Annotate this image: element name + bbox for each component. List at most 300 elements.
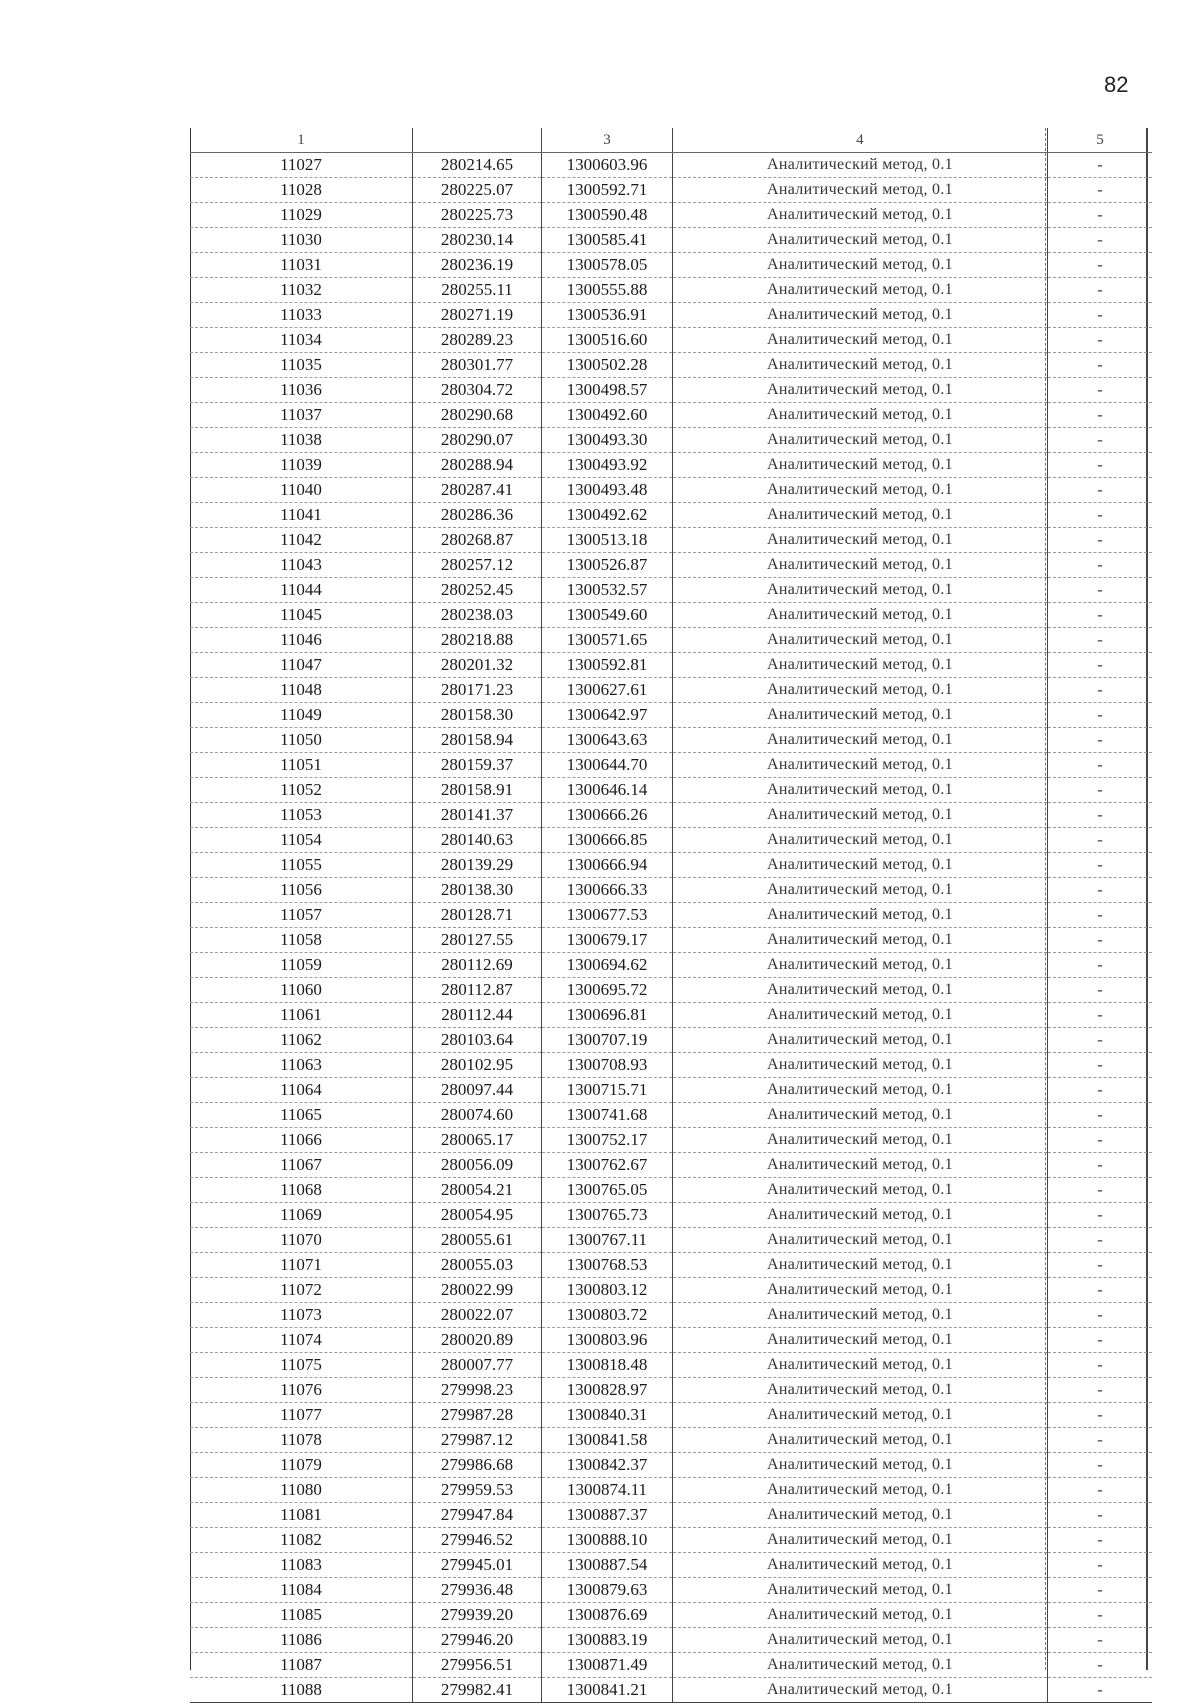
- x-coordinate-cell: 280112.69: [413, 953, 542, 978]
- note-cell: -: [1048, 1078, 1153, 1103]
- table-row: [190, 453, 1152, 478]
- x-coordinate-cell: 280056.09: [413, 1153, 542, 1178]
- note-cell: -: [1048, 203, 1153, 228]
- point-number-cell: 11083: [190, 1553, 413, 1578]
- table-row: [190, 728, 1152, 753]
- y-coordinate-cell: 1300871.49: [542, 1653, 673, 1678]
- point-number-cell: 11052: [190, 778, 413, 803]
- x-coordinate-cell: 280158.94: [413, 728, 542, 753]
- method-accuracy-cell: Аналитический метод, 0.1: [673, 178, 1048, 203]
- x-coordinate-cell: 280287.41: [413, 478, 542, 503]
- x-coordinate-cell: 279986.68: [413, 1453, 542, 1478]
- x-coordinate-cell: 280054.21: [413, 1178, 542, 1203]
- note-cell: -: [1048, 1603, 1153, 1628]
- method-accuracy-cell: Аналитический метод, 0.1: [673, 553, 1048, 578]
- note-cell: -: [1048, 1578, 1153, 1603]
- note-cell: -: [1048, 1128, 1153, 1153]
- note-cell: -: [1048, 1428, 1153, 1453]
- x-coordinate-cell: 280268.87: [413, 528, 542, 553]
- x-coordinate-cell: 280236.19: [413, 253, 542, 278]
- table-row: [190, 928, 1152, 953]
- method-accuracy-cell: Аналитический метод, 0.1: [673, 303, 1048, 328]
- y-coordinate-cell: 1300695.72: [542, 978, 673, 1003]
- y-coordinate-cell: 1300516.60: [542, 328, 673, 353]
- point-number-cell: 11087: [190, 1653, 413, 1678]
- table-row: [190, 1328, 1152, 1353]
- note-cell: -: [1048, 1478, 1153, 1503]
- table-row: [190, 1403, 1152, 1428]
- point-number-cell: 11045: [190, 603, 413, 628]
- method-accuracy-cell: Аналитический метод, 0.1: [673, 253, 1048, 278]
- y-coordinate-cell: 1300803.12: [542, 1278, 673, 1303]
- note-cell: -: [1048, 728, 1153, 753]
- x-coordinate-cell: 280214.65: [413, 153, 542, 178]
- method-accuracy-cell: Аналитический метод, 0.1: [673, 453, 1048, 478]
- table-row: [190, 1428, 1152, 1453]
- header-col-2: [413, 128, 542, 153]
- x-coordinate-cell: 280020.89: [413, 1328, 542, 1353]
- method-accuracy-cell: Аналитический метод, 0.1: [673, 1003, 1048, 1028]
- x-coordinate-cell: 279998.23: [413, 1378, 542, 1403]
- method-accuracy-cell: Аналитический метод, 0.1: [673, 1353, 1048, 1378]
- method-accuracy-cell: Аналитический метод, 0.1: [673, 1103, 1048, 1128]
- point-number-cell: 11086: [190, 1628, 413, 1653]
- point-number-cell: 11081: [190, 1503, 413, 1528]
- table-row: [190, 328, 1152, 353]
- point-number-cell: 11054: [190, 828, 413, 853]
- x-coordinate-cell: 280288.94: [413, 453, 542, 478]
- x-coordinate-cell: 280230.14: [413, 228, 542, 253]
- y-coordinate-cell: 1300532.57: [542, 578, 673, 603]
- y-coordinate-cell: 1300879.63: [542, 1578, 673, 1603]
- x-coordinate-cell: 280055.61: [413, 1228, 542, 1253]
- point-number-cell: 11065: [190, 1103, 413, 1128]
- table-row: [190, 628, 1152, 653]
- table-row: [190, 203, 1152, 228]
- note-cell: -: [1048, 153, 1153, 178]
- y-coordinate-cell: 1300765.05: [542, 1178, 673, 1203]
- method-accuracy-cell: Аналитический метод, 0.1: [673, 153, 1048, 178]
- table-row: [190, 653, 1152, 678]
- table-row: [190, 778, 1152, 803]
- note-cell: -: [1048, 328, 1153, 353]
- y-coordinate-cell: 1300642.97: [542, 703, 673, 728]
- table-row: [190, 1478, 1152, 1503]
- table-row: [190, 1603, 1152, 1628]
- x-coordinate-cell: 280286.36: [413, 503, 542, 528]
- method-accuracy-cell: Аналитический метод, 0.1: [673, 1128, 1048, 1153]
- point-number-cell: 11082: [190, 1528, 413, 1553]
- y-coordinate-cell: 1300840.31: [542, 1403, 673, 1428]
- x-coordinate-cell: 280141.37: [413, 803, 542, 828]
- y-coordinate-cell: 1300767.11: [542, 1228, 673, 1253]
- method-accuracy-cell: Аналитический метод, 0.1: [673, 1553, 1048, 1578]
- y-coordinate-cell: 1300765.73: [542, 1203, 673, 1228]
- note-cell: -: [1048, 1453, 1153, 1478]
- note-cell: -: [1048, 453, 1153, 478]
- x-coordinate-cell: 280158.30: [413, 703, 542, 728]
- method-accuracy-cell: Аналитический метод, 0.1: [673, 328, 1048, 353]
- table-row: [190, 1353, 1152, 1378]
- table-row: [190, 1303, 1152, 1328]
- y-coordinate-cell: 1300741.68: [542, 1103, 673, 1128]
- note-cell: -: [1048, 1178, 1153, 1203]
- table-row: [190, 828, 1152, 853]
- x-coordinate-cell: 280102.95: [413, 1053, 542, 1078]
- header-col-5: 5: [1048, 128, 1153, 153]
- method-accuracy-cell: Аналитический метод, 0.1: [673, 1153, 1048, 1178]
- note-cell: -: [1048, 603, 1153, 628]
- x-coordinate-cell: 280159.37: [413, 753, 542, 778]
- point-number-cell: 11076: [190, 1378, 413, 1403]
- method-accuracy-cell: Аналитический метод, 0.1: [673, 1078, 1048, 1103]
- method-accuracy-cell: Аналитический метод, 0.1: [673, 953, 1048, 978]
- y-coordinate-cell: 1300592.81: [542, 653, 673, 678]
- y-coordinate-cell: 1300887.54: [542, 1553, 673, 1578]
- method-accuracy-cell: Аналитический метод, 0.1: [673, 1328, 1048, 1353]
- point-number-cell: 11069: [190, 1203, 413, 1228]
- point-number-cell: 11088: [190, 1678, 413, 1703]
- x-coordinate-cell: 279959.53: [413, 1478, 542, 1503]
- x-coordinate-cell: 280022.07: [413, 1303, 542, 1328]
- x-coordinate-cell: 280257.12: [413, 553, 542, 578]
- method-accuracy-cell: Аналитический метод, 0.1: [673, 1428, 1048, 1453]
- y-coordinate-cell: 1300666.26: [542, 803, 673, 828]
- y-coordinate-cell: 1300492.60: [542, 403, 673, 428]
- point-number-cell: 11067: [190, 1153, 413, 1178]
- note-cell: -: [1048, 253, 1153, 278]
- y-coordinate-cell: 1300549.60: [542, 603, 673, 628]
- method-accuracy-cell: Аналитический метод, 0.1: [673, 1453, 1048, 1478]
- table-row: [190, 1653, 1152, 1678]
- y-coordinate-cell: 1300694.62: [542, 953, 673, 978]
- y-coordinate-cell: 1300555.88: [542, 278, 673, 303]
- x-coordinate-cell: 280225.73: [413, 203, 542, 228]
- method-accuracy-cell: Аналитический метод, 0.1: [673, 728, 1048, 753]
- x-coordinate-cell: 280201.32: [413, 653, 542, 678]
- y-coordinate-cell: 1300679.17: [542, 928, 673, 953]
- coordinates-table: [190, 128, 1152, 1703]
- point-number-cell: 11034: [190, 328, 413, 353]
- note-cell: -: [1048, 878, 1153, 903]
- y-coordinate-cell: 1300585.41: [542, 228, 673, 253]
- x-coordinate-cell: 279939.20: [413, 1603, 542, 1628]
- method-accuracy-cell: Аналитический метод, 0.1: [673, 603, 1048, 628]
- header-col-1: 1: [190, 128, 413, 153]
- point-number-cell: 11071: [190, 1253, 413, 1278]
- point-number-cell: 11063: [190, 1053, 413, 1078]
- table-row: [190, 1003, 1152, 1028]
- method-accuracy-cell: Аналитический метод, 0.1: [673, 428, 1048, 453]
- note-cell: -: [1048, 1303, 1153, 1328]
- point-number-cell: 11074: [190, 1328, 413, 1353]
- note-cell: -: [1048, 853, 1153, 878]
- x-coordinate-cell: 279945.01: [413, 1553, 542, 1578]
- point-number-cell: 11033: [190, 303, 413, 328]
- note-cell: -: [1048, 178, 1153, 203]
- x-coordinate-cell: 279987.12: [413, 1428, 542, 1453]
- method-accuracy-cell: Аналитический метод, 0.1: [673, 278, 1048, 303]
- note-cell: -: [1048, 1278, 1153, 1303]
- method-accuracy-cell: Аналитический метод, 0.1: [673, 978, 1048, 1003]
- method-accuracy-cell: Аналитический метод, 0.1: [673, 228, 1048, 253]
- table-row: [190, 953, 1152, 978]
- x-coordinate-cell: 280171.23: [413, 678, 542, 703]
- table-row: [190, 1128, 1152, 1153]
- method-accuracy-cell: Аналитический метод, 0.1: [673, 1303, 1048, 1328]
- note-cell: -: [1048, 778, 1153, 803]
- table-row: [190, 278, 1152, 303]
- note-cell: -: [1048, 1003, 1153, 1028]
- method-accuracy-cell: Аналитический метод, 0.1: [673, 1628, 1048, 1653]
- note-cell: -: [1048, 1553, 1153, 1578]
- note-cell: -: [1048, 828, 1153, 853]
- method-accuracy-cell: Аналитический метод, 0.1: [673, 578, 1048, 603]
- x-coordinate-cell: 280289.23: [413, 328, 542, 353]
- table-row: [190, 353, 1152, 378]
- method-accuracy-cell: Аналитический метод, 0.1: [673, 1503, 1048, 1528]
- table-row: [190, 1578, 1152, 1603]
- table-row: [190, 403, 1152, 428]
- method-accuracy-cell: Аналитический метод, 0.1: [673, 478, 1048, 503]
- table-row: [190, 528, 1152, 553]
- note-cell: -: [1048, 1678, 1153, 1703]
- method-accuracy-cell: Аналитический метод, 0.1: [673, 653, 1048, 678]
- header-row: [190, 128, 1152, 153]
- note-cell: -: [1048, 553, 1153, 578]
- x-coordinate-cell: 280103.64: [413, 1028, 542, 1053]
- table-row: [190, 303, 1152, 328]
- y-coordinate-cell: 1300666.33: [542, 878, 673, 903]
- table-body: [190, 128, 1152, 1703]
- table-row: [190, 153, 1152, 178]
- point-number-cell: 11056: [190, 878, 413, 903]
- y-coordinate-cell: 1300841.21: [542, 1678, 673, 1703]
- method-accuracy-cell: Аналитический метод, 0.1: [673, 403, 1048, 428]
- y-coordinate-cell: 1300876.69: [542, 1603, 673, 1628]
- table-row: [190, 178, 1152, 203]
- y-coordinate-cell: 1300502.28: [542, 353, 673, 378]
- header-col-3: 3: [542, 128, 673, 153]
- x-coordinate-cell: 279946.20: [413, 1628, 542, 1653]
- x-coordinate-cell: 280238.03: [413, 603, 542, 628]
- point-number-cell: 11057: [190, 903, 413, 928]
- x-coordinate-cell: 279936.48: [413, 1578, 542, 1603]
- method-accuracy-cell: Аналитический метод, 0.1: [673, 1178, 1048, 1203]
- table-row: [190, 1153, 1152, 1178]
- y-coordinate-cell: 1300828.97: [542, 1378, 673, 1403]
- y-coordinate-cell: 1300666.94: [542, 853, 673, 878]
- y-coordinate-cell: 1300492.62: [542, 503, 673, 528]
- table-row: [190, 1678, 1152, 1703]
- note-cell: -: [1048, 1328, 1153, 1353]
- method-accuracy-cell: Аналитический метод, 0.1: [673, 378, 1048, 403]
- point-number-cell: 11041: [190, 503, 413, 528]
- point-number-cell: 11044: [190, 578, 413, 603]
- table-row: [190, 1078, 1152, 1103]
- note-cell: -: [1048, 953, 1153, 978]
- y-coordinate-cell: 1300888.10: [542, 1528, 673, 1553]
- table-row: [190, 603, 1152, 628]
- point-number-cell: 11077: [190, 1403, 413, 1428]
- point-number-cell: 11043: [190, 553, 413, 578]
- point-number-cell: 11031: [190, 253, 413, 278]
- point-number-cell: 11075: [190, 1353, 413, 1378]
- note-cell: -: [1048, 1403, 1153, 1428]
- table-row: [190, 978, 1152, 1003]
- y-coordinate-cell: 1300536.91: [542, 303, 673, 328]
- x-coordinate-cell: 280255.11: [413, 278, 542, 303]
- point-number-cell: 11068: [190, 1178, 413, 1203]
- note-cell: -: [1048, 1053, 1153, 1078]
- note-cell: -: [1048, 378, 1153, 403]
- point-number-cell: 11060: [190, 978, 413, 1003]
- x-coordinate-cell: 280218.88: [413, 628, 542, 653]
- point-number-cell: 11072: [190, 1278, 413, 1303]
- y-coordinate-cell: 1300715.71: [542, 1078, 673, 1103]
- note-cell: -: [1048, 703, 1153, 728]
- point-number-cell: 11049: [190, 703, 413, 728]
- method-accuracy-cell: Аналитический метод, 0.1: [673, 878, 1048, 903]
- method-accuracy-cell: Аналитический метод, 0.1: [673, 1478, 1048, 1503]
- table-row: [190, 478, 1152, 503]
- point-number-cell: 11036: [190, 378, 413, 403]
- x-coordinate-cell: 280252.45: [413, 578, 542, 603]
- table-row: [190, 1503, 1152, 1528]
- x-coordinate-cell: 280065.17: [413, 1128, 542, 1153]
- table-row: [190, 1203, 1152, 1228]
- y-coordinate-cell: 1300493.48: [542, 478, 673, 503]
- note-cell: -: [1048, 1628, 1153, 1653]
- point-number-cell: 11084: [190, 1578, 413, 1603]
- note-cell: -: [1048, 1353, 1153, 1378]
- x-coordinate-cell: 280127.55: [413, 928, 542, 953]
- method-accuracy-cell: Аналитический метод, 0.1: [673, 1678, 1048, 1703]
- note-cell: -: [1048, 628, 1153, 653]
- point-number-cell: 11035: [190, 353, 413, 378]
- point-number-cell: 11061: [190, 1003, 413, 1028]
- method-accuracy-cell: Аналитический метод, 0.1: [673, 1403, 1048, 1428]
- note-cell: -: [1048, 528, 1153, 553]
- point-number-cell: 11066: [190, 1128, 413, 1153]
- method-accuracy-cell: Аналитический метод, 0.1: [673, 753, 1048, 778]
- point-number-cell: 11040: [190, 478, 413, 503]
- method-accuracy-cell: Аналитический метод, 0.1: [673, 1028, 1048, 1053]
- x-coordinate-cell: 280007.77: [413, 1353, 542, 1378]
- point-number-cell: 11079: [190, 1453, 413, 1478]
- table-row: [190, 1278, 1152, 1303]
- note-cell: -: [1048, 1028, 1153, 1053]
- point-number-cell: 11085: [190, 1603, 413, 1628]
- table-row: [190, 378, 1152, 403]
- x-coordinate-cell: 280271.19: [413, 303, 542, 328]
- point-number-cell: 11050: [190, 728, 413, 753]
- point-number-cell: 11078: [190, 1428, 413, 1453]
- y-coordinate-cell: 1300841.58: [542, 1428, 673, 1453]
- note-cell: -: [1048, 1528, 1153, 1553]
- y-coordinate-cell: 1300498.57: [542, 378, 673, 403]
- point-number-cell: 11048: [190, 678, 413, 703]
- y-coordinate-cell: 1300592.71: [542, 178, 673, 203]
- point-number-cell: 11059: [190, 953, 413, 978]
- table-row: [190, 753, 1152, 778]
- table-row: [190, 903, 1152, 928]
- method-accuracy-cell: Аналитический метод, 0.1: [673, 1053, 1048, 1078]
- method-accuracy-cell: Аналитический метод, 0.1: [673, 803, 1048, 828]
- table-row: [190, 1228, 1152, 1253]
- x-coordinate-cell: 280225.07: [413, 178, 542, 203]
- point-number-cell: 11064: [190, 1078, 413, 1103]
- table-row: [190, 1103, 1152, 1128]
- y-coordinate-cell: 1300818.48: [542, 1353, 673, 1378]
- y-coordinate-cell: 1300578.05: [542, 253, 673, 278]
- x-coordinate-cell: 280158.91: [413, 778, 542, 803]
- table-row: [190, 553, 1152, 578]
- y-coordinate-cell: 1300874.11: [542, 1478, 673, 1503]
- y-coordinate-cell: 1300493.30: [542, 428, 673, 453]
- table-row: [190, 1178, 1152, 1203]
- note-cell: -: [1048, 653, 1153, 678]
- y-coordinate-cell: 1300762.67: [542, 1153, 673, 1178]
- table-row: [190, 578, 1152, 603]
- x-coordinate-cell: 280097.44: [413, 1078, 542, 1103]
- note-cell: -: [1048, 228, 1153, 253]
- method-accuracy-cell: Аналитический метод, 0.1: [673, 203, 1048, 228]
- note-cell: -: [1048, 503, 1153, 528]
- point-number-cell: 11080: [190, 1478, 413, 1503]
- note-cell: -: [1048, 1153, 1153, 1178]
- method-accuracy-cell: Аналитический метод, 0.1: [673, 703, 1048, 728]
- y-coordinate-cell: 1300643.63: [542, 728, 673, 753]
- point-number-cell: 11053: [190, 803, 413, 828]
- table-row: [190, 1453, 1152, 1478]
- note-cell: -: [1048, 903, 1153, 928]
- x-coordinate-cell: 279956.51: [413, 1653, 542, 1678]
- x-coordinate-cell: 279982.41: [413, 1678, 542, 1703]
- method-accuracy-cell: Аналитический метод, 0.1: [673, 853, 1048, 878]
- table-row: [190, 678, 1152, 703]
- table-row: [190, 1053, 1152, 1078]
- note-cell: -: [1048, 978, 1153, 1003]
- y-coordinate-cell: 1300842.37: [542, 1453, 673, 1478]
- table-row: [190, 253, 1152, 278]
- x-coordinate-cell: 280022.99: [413, 1278, 542, 1303]
- point-number-cell: 11038: [190, 428, 413, 453]
- table-row: [190, 853, 1152, 878]
- x-coordinate-cell: 280290.68: [413, 403, 542, 428]
- y-coordinate-cell: 1300590.48: [542, 203, 673, 228]
- table-row: [190, 1253, 1152, 1278]
- x-coordinate-cell: 280290.07: [413, 428, 542, 453]
- note-cell: -: [1048, 1503, 1153, 1528]
- note-cell: -: [1048, 1103, 1153, 1128]
- point-number-cell: 11047: [190, 653, 413, 678]
- method-accuracy-cell: Аналитический метод, 0.1: [673, 1228, 1048, 1253]
- y-coordinate-cell: 1300803.96: [542, 1328, 673, 1353]
- x-coordinate-cell: 280074.60: [413, 1103, 542, 1128]
- y-coordinate-cell: 1300708.93: [542, 1053, 673, 1078]
- note-cell: -: [1048, 1378, 1153, 1403]
- table-row: [190, 1628, 1152, 1653]
- note-cell: -: [1048, 753, 1153, 778]
- method-accuracy-cell: Аналитический метод, 0.1: [673, 503, 1048, 528]
- x-coordinate-cell: 279947.84: [413, 1503, 542, 1528]
- y-coordinate-cell: 1300696.81: [542, 1003, 673, 1028]
- y-coordinate-cell: 1300666.85: [542, 828, 673, 853]
- x-coordinate-cell: 280138.30: [413, 878, 542, 903]
- y-coordinate-cell: 1300883.19: [542, 1628, 673, 1653]
- method-accuracy-cell: Аналитический метод, 0.1: [673, 1278, 1048, 1303]
